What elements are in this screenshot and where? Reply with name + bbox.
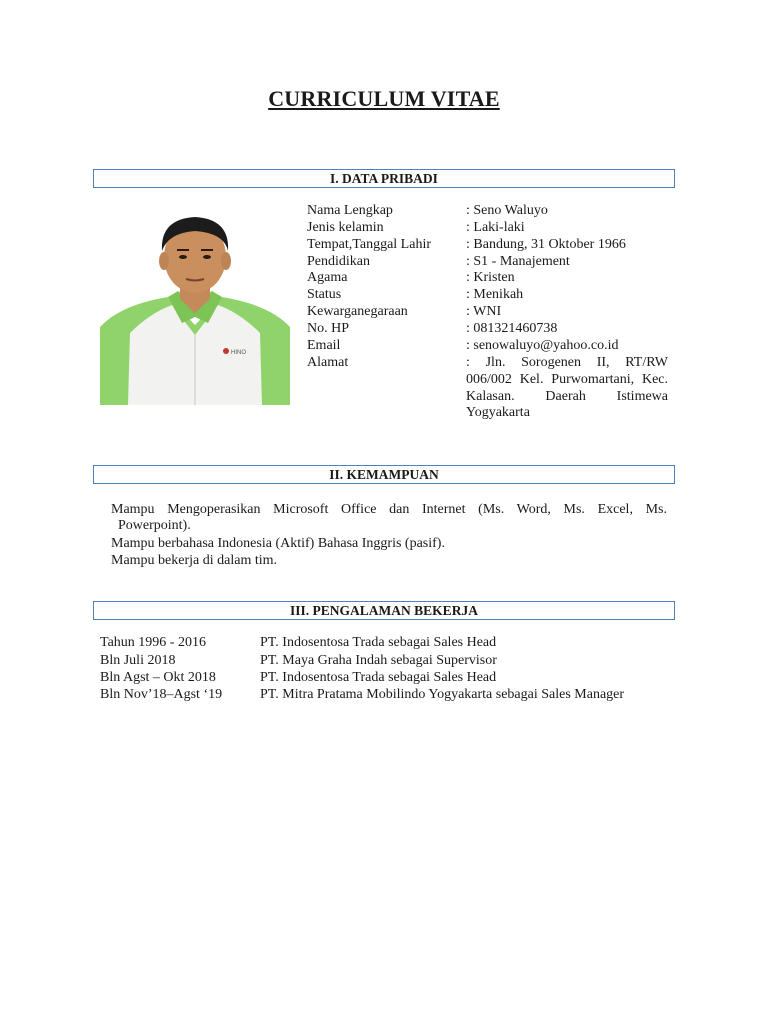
label-full-name: Nama Lengkap [307, 203, 393, 218]
label-email: Email [307, 338, 341, 353]
value-full-name: : Seno Waluyo [466, 203, 548, 218]
label-education: Pendidikan [307, 254, 370, 269]
value-education: : S1 - Manajement [466, 254, 570, 269]
shirt-logo-text: HINO [231, 350, 246, 356]
label-address: Alamat [307, 355, 349, 370]
skill-item-teamwork: Mampu bekerja di dalam tim. [111, 553, 278, 568]
experience-period: Tahun 1996 - 2016 [100, 635, 206, 650]
experience-period: Bln Juli 2018 [100, 653, 176, 668]
value-gender: : Laki-laki [466, 220, 525, 235]
experience-period: Bln Agst – Okt 2018 [100, 670, 216, 685]
section-header-work-experience: III. PENGALAMAN BEKERJA [93, 601, 675, 620]
value-marital-status: : Menikah [466, 287, 524, 302]
label-phone: No. HP [307, 321, 350, 336]
section-header-skills: II. KEMAMPUAN [93, 465, 675, 484]
experience-description: PT. Maya Graha Indah sebagai Supervisor [260, 653, 497, 668]
experience-description: PT. Indosentosa Trada sebagai Sales Head [260, 635, 497, 650]
profile-photo [100, 205, 290, 405]
skill-item-office-continued: Powerpoint). [118, 518, 191, 533]
value-birth-place-date: : Bandung, 31 Oktober 1966 [466, 237, 626, 252]
value-religion: : Kristen [466, 270, 515, 285]
document-title: CURRICULUM VITAE [268, 86, 500, 111]
skill-item-office: Mampu Mengoperasikan Microsoft Office dan Internet (Ms. Word, Ms. Excel, Ms. [111, 502, 667, 517]
label-birth-place-date: Tempat,Tanggal Lahir [307, 237, 431, 252]
skill-item-language: Mampu berbahasa Indonesia (Aktif) Bahasa Inggris (pasif). [111, 536, 445, 551]
label-nationality: Kewarganegaraan [307, 304, 408, 319]
label-religion: Agama [307, 270, 348, 285]
label-gender: Jenis kelamin [307, 220, 384, 235]
experience-description: PT. Mitra Pratama Mobilindo Yogyakarta sebagai Sales Manager [260, 687, 625, 702]
experience-description: PT. Indosentosa Trada sebagai Sales Head [260, 670, 497, 685]
value-nationality: : WNI [466, 304, 502, 319]
value-phone: : 081321460738 [466, 321, 558, 336]
section-header-personal-data: I. DATA PRIBADI [93, 169, 675, 188]
value-email: : senowaluyo@yahoo.co.id [466, 338, 619, 353]
experience-period: Bln Nov’18–Agst ‘19 [100, 687, 223, 702]
label-marital-status: Status [307, 287, 342, 302]
value-address: : Jln. Sorogenen II, RT/RW 006/002 Kel. Purwomartani, Kec. Kalasan. Daerah Istimewa Yogyakarta [466, 355, 668, 421]
